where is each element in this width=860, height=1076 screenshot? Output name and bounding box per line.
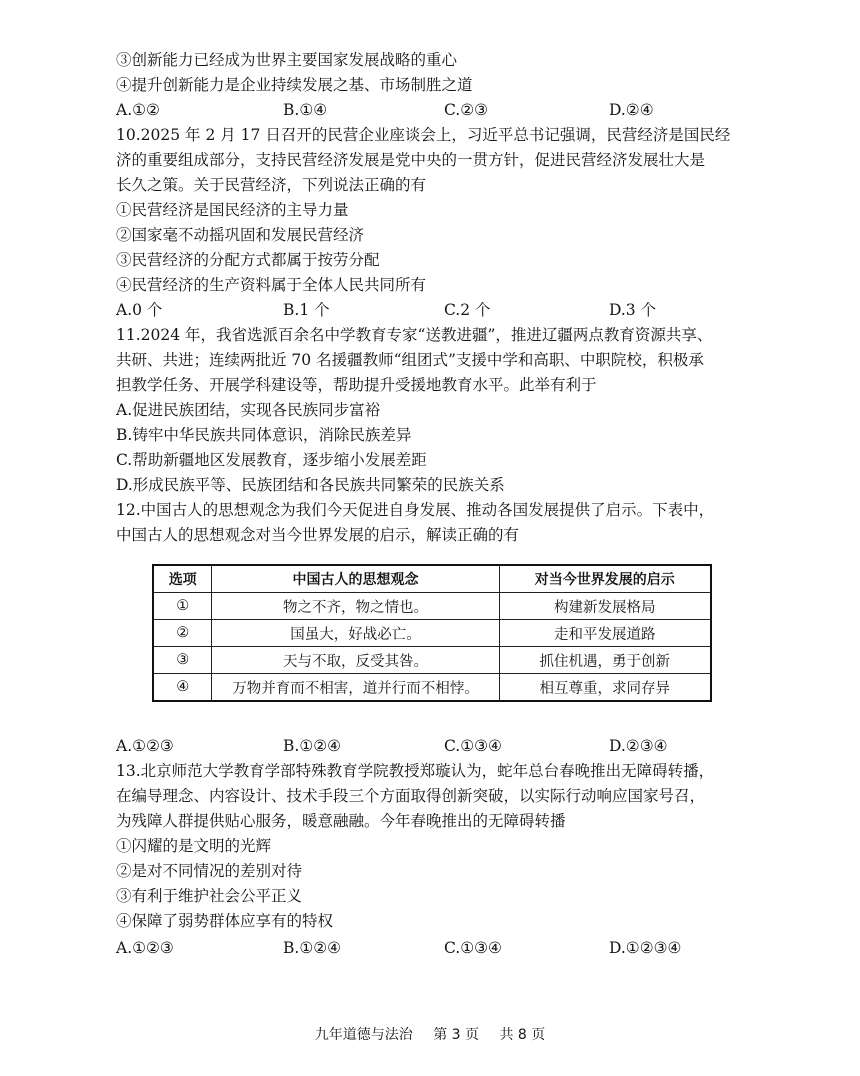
table-header-insight: 对当今世界发展的启示 — [499, 565, 711, 593]
q10-option-c[interactable]: C.2 个 — [444, 301, 491, 319]
q12-option-a[interactable]: A.①②③ — [116, 737, 174, 755]
q13-stem-line-2: 在编导理念、内容设计、技术手段三个方面取得创新突破，以实际行动响应国家号召， — [116, 787, 706, 805]
q13-item-2: ②是对不同情况的差别对待 — [116, 862, 303, 880]
table-header-idea: 中国古人的思想观念 — [212, 565, 499, 593]
table-cell-option: ③ — [153, 647, 212, 674]
q11-stem-line-3: 担教学任务、开展学科建设等，帮助提升受援地教育水平。此举有利于 — [116, 376, 597, 394]
q9-options — [116, 98, 756, 122]
q12-table — [152, 564, 712, 702]
footer-subject: 九年道德与法治 — [314, 1027, 413, 1043]
q10-stem-line-1: 10.2025 年 2 月 17 日召开的民营企业座谈会上，习近平总书记强调，民营经济是国民经 — [116, 126, 731, 144]
q13-item-1: ①闪耀的是文明的光辉 — [116, 837, 272, 855]
q10-option-a[interactable]: A.0 个 — [116, 301, 163, 319]
q10-option-b[interactable]: B.1 个 — [283, 301, 330, 319]
q13-option-a[interactable]: A.①②③ — [116, 939, 174, 957]
table-cell-idea: 物之不齐，物之情也。 — [212, 593, 499, 620]
q9-item-3: ③创新能力已经成为世界主要国家发展战略的重心 — [116, 51, 458, 69]
q13-stem-line-3: 为残障人群提供贴心服务，暖意融融。今年春晚推出的无障碍转播 — [116, 812, 566, 830]
table-cell-insight: 走和平发展道路 — [499, 620, 711, 647]
q12-stem-line-1: 12.中国古人的思想观念为我们今天促进自身发展、推动各国发展提供了启示。下表中， — [116, 501, 715, 519]
q9-option-a[interactable]: A.①② — [116, 101, 160, 119]
q10-item-3: ③民营经济的分配方式都属于按劳分配 — [116, 251, 380, 269]
q10-option-d[interactable]: D.3 个 — [609, 301, 657, 319]
table-row — [153, 647, 711, 674]
q11-option-d[interactable]: D.形成民族平等、民族团结和各民族共同繁荣的民族关系 — [116, 476, 505, 494]
footer-total-pages: 共 8 页 — [499, 1027, 546, 1043]
table-cell-insight: 抓住机遇，勇于创新 — [499, 647, 711, 674]
q10-item-2: ②国家毫不动摇巩固和发展民营经济 — [116, 226, 365, 244]
q11-option-c[interactable]: C.帮助新疆地区发展教育，逐步缩小发展差距 — [116, 451, 427, 469]
table-cell-option: ① — [153, 593, 212, 620]
q13-item-3: ③有利于维护社会公平正义 — [116, 887, 303, 905]
q9-option-b[interactable]: B.①④ — [283, 101, 328, 119]
q9-item-4: ④提升创新能力是企业持续发展之基、市场制胜之道 — [116, 76, 473, 94]
q11-stem-line-1: 11.2024 年，我省选派百余名中学教育专家“送教进疆”，推进辽疆两点教育资源共享、 — [116, 326, 713, 344]
q9-option-d[interactable]: D.②④ — [609, 101, 654, 119]
q10-stem-line-3: 长久之策。关于民营经济，下列说法正确的有 — [116, 176, 427, 194]
q10-item-4: ④民营经济的生产资料属于全体人民共同所有 — [116, 276, 427, 294]
q12-options — [116, 734, 756, 758]
q12-stem-line-2: 中国古人的思想观念对当今世界发展的启示，解读正确的有 — [116, 526, 520, 544]
table-cell-option: ④ — [153, 674, 212, 702]
table-cell-idea: 万物并育而不相害，道并行而不相悖。 — [212, 674, 499, 702]
q10-item-1: ①民营经济是国民经济的主导力量 — [116, 201, 349, 219]
q11-stem-line-2: 共研、共进；连续两批近 70 名援疆教师“组团式”支援中学和高职、中职院校，积极承 — [116, 351, 704, 369]
table-row — [153, 674, 711, 702]
q10-stem-line-2: 济的重要组成部分，支持民营经济发展是党中央的一贯方针，促进民营经济发展壮大是 — [116, 151, 706, 169]
q13-option-d[interactable]: D.①②③④ — [609, 939, 682, 957]
table-cell-option: ② — [153, 620, 212, 647]
table-cell-insight: 构建新发展格局 — [499, 593, 711, 620]
q11-option-a[interactable]: A.促进民族团结，实现各民族同步富裕 — [116, 401, 381, 419]
table-header-option: 选项 — [153, 565, 212, 593]
table-cell-idea: 国虽大，好战必亡。 — [212, 620, 499, 647]
q13-options — [116, 936, 756, 960]
q13-option-b[interactable]: B.①②④ — [283, 939, 342, 957]
table-cell-idea: 天与不取，反受其咎。 — [212, 647, 499, 674]
q12-option-b[interactable]: B.①②④ — [283, 737, 342, 755]
q12-option-c[interactable]: C.①③④ — [444, 737, 502, 755]
footer-page-number: 第 3 页 — [433, 1027, 479, 1043]
table-header-row — [153, 565, 711, 593]
q9-option-c[interactable]: C.②③ — [444, 101, 489, 119]
table-cell-insight: 相互尊重，求同存异 — [499, 674, 711, 702]
table-row — [153, 620, 711, 647]
page-footer — [0, 1024, 860, 1044]
q13-stem-line-1: 13.北京师范大学教育学部特殊教育学院教授郑璇认为，蛇年总台春晚推出无障碍转播， — [116, 762, 715, 780]
table-row — [153, 593, 711, 620]
q13-option-c[interactable]: C.①③④ — [444, 939, 502, 957]
q11-option-b[interactable]: B.铸牢中华民族共同体意识，消除民族差异 — [116, 426, 412, 444]
q12-option-d[interactable]: D.②③④ — [609, 737, 668, 755]
q10-options — [116, 298, 756, 322]
q13-item-4: ④保障了弱势群体应享有的特权 — [116, 912, 334, 930]
